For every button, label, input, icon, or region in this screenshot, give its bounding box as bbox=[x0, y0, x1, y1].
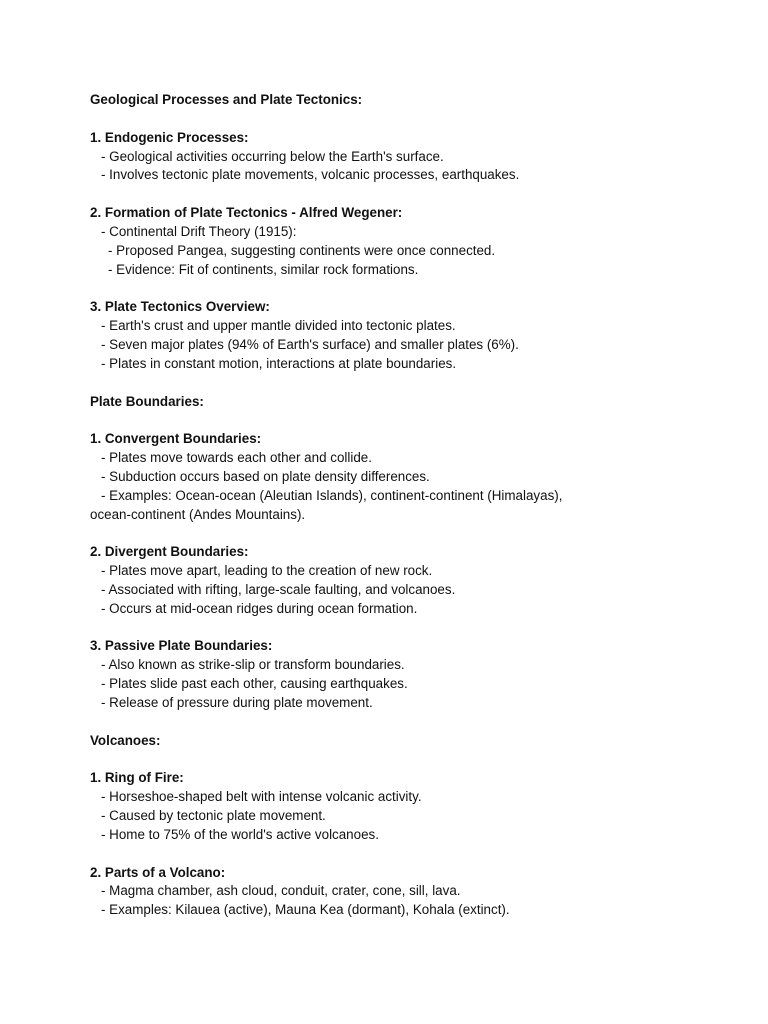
bullet-line: - Magma chamber, ash cloud, conduit, crater, cone, sill, lava. bbox=[101, 883, 461, 899]
bullet-line: - Release of pressure during plate movement. bbox=[101, 695, 373, 710]
bullet-line: - Subduction occurs based on plate density differences. bbox=[101, 468, 430, 484]
spacer bbox=[90, 411, 730, 430]
sub-bullet-line: - Evidence: Fit of continents, similar rock formations. bbox=[108, 261, 419, 277]
spacer bbox=[90, 845, 730, 864]
bullet-line: - Examples: Ocean-ocean (Aleutian Islands), continent-continent (Himalayas), bbox=[101, 487, 563, 503]
sub-bullet-line: - Proposed Pangea, suggesting continents were once connected. bbox=[108, 242, 496, 258]
spacer bbox=[90, 374, 730, 393]
section-heading-parts-of-volcano: 2. Parts of a Volcano: bbox=[90, 864, 226, 880]
bullet-line: - Geological activities occurring below the Earth's surface. bbox=[101, 148, 444, 164]
spacer bbox=[90, 185, 730, 204]
spacer bbox=[90, 110, 730, 129]
bullet-line: - Seven major plates (94% of Earth's surface) and smaller plates (6%). bbox=[101, 336, 519, 352]
spacer bbox=[90, 619, 730, 638]
bullet-line: - Plates in constant motion, interactions at plate boundaries. bbox=[101, 355, 457, 371]
section-heading-wegener: 2. Formation of Plate Tectonics - Alfred Wegener: bbox=[90, 205, 403, 221]
bullet-line: - Plates slide past each other, causing earthquakes. bbox=[101, 676, 408, 692]
spacer bbox=[90, 713, 730, 732]
section-heading-endogenic: 1. Endogenic Processes: bbox=[90, 129, 249, 145]
bullet-line: - Occurs at mid-ocean ridges during ocean formation. bbox=[101, 600, 418, 616]
section-heading-divergent: 2. Divergent Boundaries: bbox=[90, 544, 249, 560]
bullet-line: - Also known as strike-slip or transform boundaries. bbox=[101, 657, 405, 673]
section-heading-passive: 3. Passive Plate Boundaries: bbox=[90, 638, 273, 654]
volcanoes-title: Volcanoes: bbox=[90, 732, 161, 748]
bullet-line: - Involves tectonic plate movements, volcanic processes, earthquakes. bbox=[101, 167, 520, 183]
document-body bbox=[90, 91, 730, 920]
spacer bbox=[90, 524, 730, 543]
bullet-line: - Examples: Kilauea (active), Mauna Kea (dormant), Kohala (extinct). bbox=[101, 902, 510, 918]
bullet-line: - Caused by tectonic plate movement. bbox=[101, 808, 326, 824]
section-heading-overview: 3. Plate Tectonics Overview: bbox=[90, 299, 270, 315]
bullet-line: - Home to 75% of the world's active volcanoes. bbox=[101, 826, 379, 842]
document-title: Geological Processes and Plate Tectonics: bbox=[90, 92, 363, 107]
bullet-line: - Horseshoe-shaped belt with intense volcanic activity. bbox=[101, 789, 422, 805]
bullet-line: - Associated with rifting, large-scale faulting, and volcanoes. bbox=[101, 581, 456, 597]
spacer bbox=[90, 279, 730, 298]
bullet-line: - Earth's crust and upper mantle divided into tectonic plates. bbox=[101, 318, 456, 334]
bullet-line: - Plates move towards each other and collide. bbox=[101, 450, 372, 466]
spacer bbox=[90, 751, 730, 770]
bullet-line: - Plates move apart, leading to the creation of new rock. bbox=[101, 563, 433, 579]
plate-boundaries-title: Plate Boundaries: bbox=[90, 393, 204, 409]
bullet-line: - Continental Drift Theory (1915): bbox=[101, 223, 297, 239]
bullet-line-continuation: ocean-continent (Andes Mountains). bbox=[90, 506, 306, 522]
section-heading-ring-of-fire: 1. Ring of Fire: bbox=[90, 770, 184, 786]
section-heading-convergent: 1. Convergent Boundaries: bbox=[90, 431, 262, 447]
